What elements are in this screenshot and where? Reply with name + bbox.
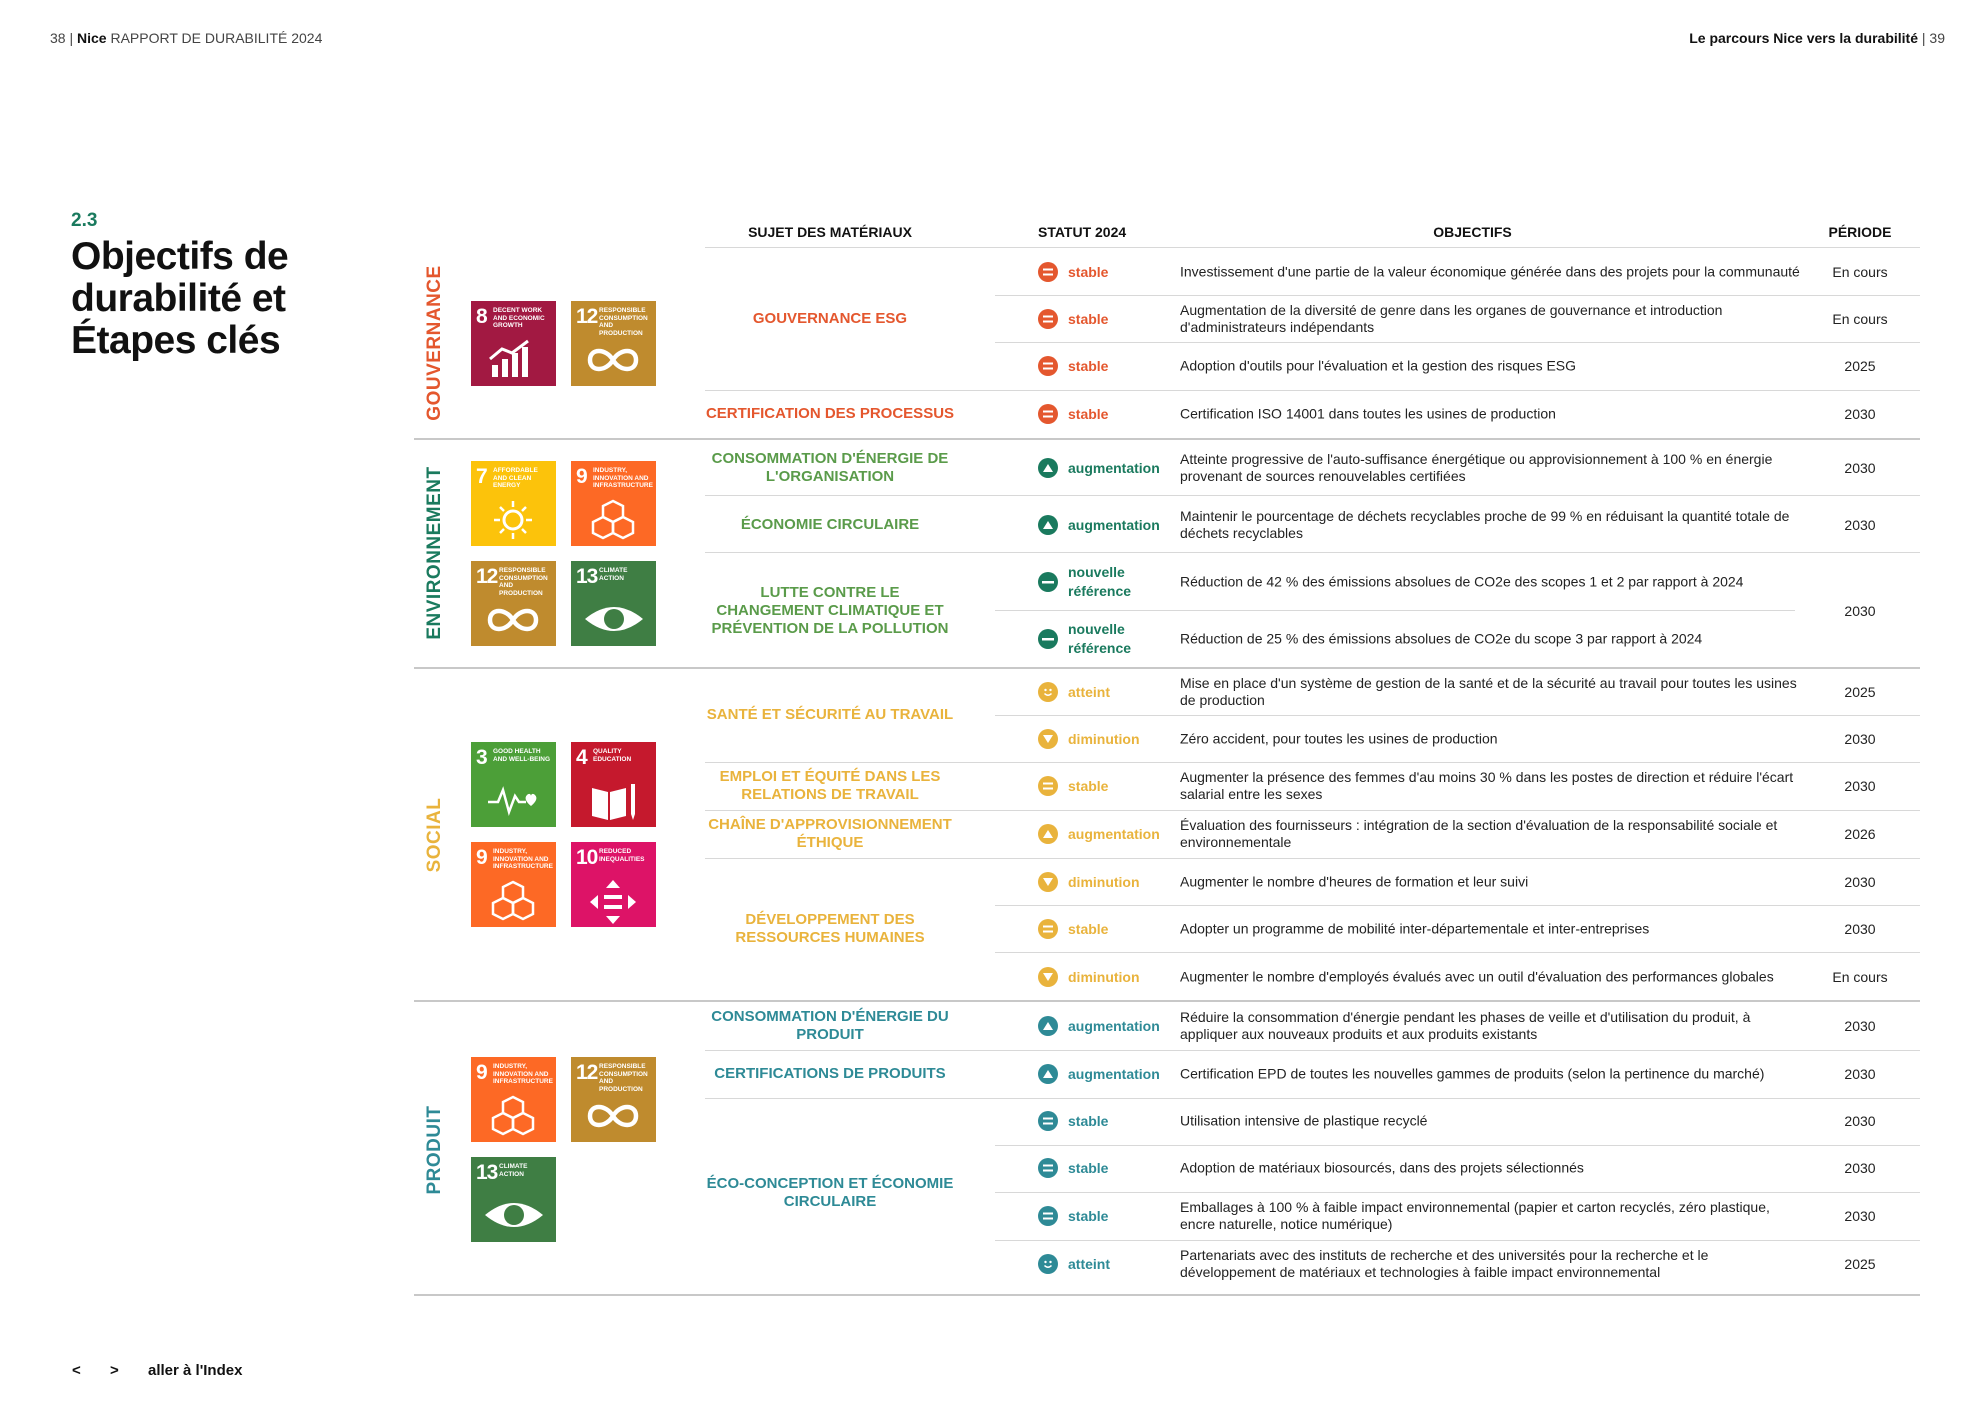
period-value: 2030 [1844,603,1876,619]
row-divider [995,610,1795,611]
minus-icon [1038,572,1058,592]
period-value: 2030 [1844,1066,1876,1082]
objective-text: Atteinte progressive de l'auto-suffisance énergétique ou approvisionnement à 100 % en énergie provenant de sources renouvelables certifiées [1180,451,1773,484]
period-value: 2030 [1844,406,1876,422]
sdg-title: RESPONSIBLE CONSUMPTION AND PRODUCTION [599,1063,648,1093]
sdg-10-tile [571,842,656,927]
period-value: 2030 [1844,1208,1876,1224]
triangle-down-icon [1038,729,1058,749]
objective-text: Maintenir le pourcentage de déchets recyclables proche de 99 % en réduisant la quantité totale de déchets recyclables [1180,508,1790,541]
sdg-12-tile [471,561,556,646]
period-value: 2030 [1844,778,1876,794]
status-indicator [1038,356,1108,376]
status-indicator [1038,824,1160,844]
objective-text: Utilisation intensive de plastique recyclé [1180,1112,1428,1129]
status-label: stable [1068,1207,1109,1224]
sdg-title: AFFORDABLE AND CLEAN ENERGY [493,467,538,489]
sdg-number: 10 [576,846,598,869]
page-number-right: 39 [1929,30,1945,46]
sdg-4-tile [571,742,656,827]
sdg-title: GOOD HEALTH AND WELL-BEING [493,748,551,763]
subject-ethical-supply-chain: CHAÎNE D'APPROVISIONNEMENT ÉTHIQUE [708,816,952,851]
sdg-number: 4 [576,746,587,769]
row-divider [705,1098,1920,1099]
minus-icon [1038,629,1058,649]
triangle-down-icon [1038,967,1058,987]
equal-icon [1038,404,1058,424]
status-label: diminution [1068,873,1140,890]
status-label: augmentation [1068,459,1160,476]
equal-icon [1038,776,1058,796]
equal-icon [1038,919,1058,939]
status-indicator [1038,262,1108,282]
sdg-number: 3 [476,746,487,769]
status-label: augmentation [1068,825,1160,842]
subject-climate-change: LUTTE CONTRE LE CHANGEMENT CLIMATIQUE ET PRÉVENTION DE LA POLLUTION [711,584,949,637]
status-label: stable [1068,920,1109,937]
row-divider [995,342,1920,343]
objective-text: Partenariats avec des instituts de recherche et des universités pour la recherche et le développement de matériaux et technologies à faible impact environnemental [1180,1247,1709,1280]
status-indicator [1038,309,1108,329]
subject-employment-equity: EMPLOI ET ÉQUITÉ DANS LES RELATIONS DE TRAVAIL [719,768,941,803]
sdg-12-tile [571,301,656,386]
row-divider [705,858,1920,859]
status-indicator [1038,1254,1110,1274]
sdg-number: 12 [476,565,498,588]
sdg-number: 13 [476,1161,498,1184]
row-divider [995,952,1920,953]
subject-product-energy: CONSOMMATION D'ÉNERGIE DU PRODUIT [711,1008,949,1043]
status-label: stable [1068,357,1109,374]
status-label: augmentation [1068,1017,1160,1034]
cubes-icon [488,880,538,924]
objective-text: Adopter un programme de mobilité inter-départementale et inter-entreprises [1180,920,1650,937]
sdg-number: 9 [476,1061,487,1084]
status-indicator [1038,458,1160,478]
status-indicator [1038,1111,1108,1131]
equal-icon [1038,1206,1058,1226]
objective-text: Augmenter le nombre d'heures de formation et leur suivi [1180,873,1529,890]
section-title: Objectifs de durabilité et Étapes clés [71,235,289,362]
sdg-number: 12 [576,305,598,328]
sdg-12-tile [571,1057,656,1142]
header-status: STATUT 2024 [1038,224,1127,240]
equal-icon [1038,356,1058,376]
status-label: atteint [1068,1255,1110,1272]
period-value: 2030 [1844,1160,1876,1176]
period-value: 2026 [1844,826,1876,842]
status-indicator [1038,1206,1108,1226]
status-label: stable [1068,310,1109,327]
status-indicator [1038,1016,1160,1036]
subject-org-energy: CONSOMMATION D'ÉNERGIE DE L'ORGANISATION [711,450,949,485]
header-divider [705,247,1920,248]
sdg-9-tile [471,1057,556,1142]
row-divider [995,295,1920,296]
row-divider [705,762,1920,763]
status-indicator [1038,776,1108,796]
objective-text: Mise en place d'un système de gestion de la santé et de la sécurité au travail pour toutes les usines de production [1180,675,1797,708]
sdg-title: REDUCED INEQUALITIES [599,848,645,863]
sdg-title: RESPONSIBLE CONSUMPTION AND PRODUCTION [499,567,548,597]
sdg-number: 12 [576,1061,598,1084]
objective-text: Augmenter le nombre d'employés évalués avec un outil d'évaluation des performances globales [1180,968,1774,985]
next-page-button[interactable]: > [110,1362,119,1379]
status-indicator [1038,515,1160,535]
objective-text: Adoption de matériaux biosourcés, dans des projets sélectionnés [1180,1159,1584,1176]
status-label: augmentation [1068,1065,1160,1082]
period-value: 2030 [1844,1113,1876,1129]
period-value: 2030 [1844,921,1876,937]
smiley-icon [1038,682,1058,702]
objective-text: Certification ISO 14001 dans toutes les usines de production [1180,405,1556,422]
eye-globe-icon [483,1197,545,1233]
triangle-down-icon [1038,872,1058,892]
period-value: 2025 [1844,684,1876,700]
row-divider [705,1050,1920,1051]
sdg-number: 8 [476,305,487,328]
prev-page-button[interactable]: < [72,1362,81,1379]
category-divider [414,1000,1920,1002]
sdg-7-tile [471,461,556,546]
objective-text: Évaluation des fournisseurs : intégration de la section d'évaluation de la responsabilité sociale et environnementale [1180,817,1778,850]
infinity-icon [586,343,640,377]
subject-health-safety: SANTÉ ET SÉCURITÉ AU TRAVAIL [706,706,954,723]
sdg-13-tile [471,1157,556,1242]
status-indicator [1038,729,1140,749]
sdg-title: INDUSTRY, INNOVATION AND INFRASTRUCTURE [593,467,653,489]
triangle-up-icon [1038,515,1058,535]
status-indicator [1038,682,1110,702]
row-divider [995,715,1920,716]
equal-icon [1038,1111,1058,1131]
sdg-title: RESPONSIBLE CONSUMPTION AND PRODUCTION [599,307,648,337]
report-title: RAPPORT DE DURABILITÉ 2024 [110,30,323,46]
period-value: En cours [1832,311,1888,327]
subject-hr-development: DÉVELOPPEMENT DES RESSOURCES HUMAINES [735,911,925,946]
sdg-number: 13 [576,565,598,588]
category-product: PRODUIT [424,1105,445,1195]
sdg-number: 9 [576,465,587,488]
sun-power-icon [488,499,538,541]
period-value: 2030 [1844,731,1876,747]
category-divider [414,667,1920,669]
equality-arrows-icon [588,880,638,924]
status-label: diminution [1068,968,1140,985]
row-divider [705,390,1920,391]
row-divider [995,1145,1920,1146]
status-label: stable [1068,263,1109,280]
equal-icon [1038,1158,1058,1178]
sdg-title: INDUSTRY, INNOVATION AND INFRASTRUCTURE [493,1063,553,1085]
row-divider [995,905,1920,906]
row-divider [705,495,1920,496]
objective-text: Zéro accident, pour toutes les usines de production [1180,730,1498,747]
sdg-3-tile [471,742,556,827]
status-indicator [1038,1064,1160,1084]
cubes-icon [488,1095,538,1139]
header-subject: SUJET DES MATÉRIAUX [748,224,912,240]
sdg-title: INDUSTRY, INNOVATION AND INFRASTRUCTURE [493,848,553,870]
book-pencil-icon [588,780,638,822]
sdg-title: CLIMATE ACTION [599,567,628,582]
status-label: diminution [1068,730,1140,747]
cubes-icon [588,499,638,543]
objective-text: Augmenter la présence des femmes d'au moins 30 % dans les postes de direction et réduire l'écart salarial entre les sexes [1180,769,1794,802]
category-social: SOCIAL [424,797,445,873]
heartbeat-icon [486,782,540,818]
subject-esg-governance: GOUVERNANCE ESG [752,310,908,327]
section-number: 2.3 [71,210,98,231]
triangle-up-icon [1038,1016,1058,1036]
status-indicator [1038,1158,1108,1178]
objective-text: Réduction de 42 % des émissions absolues de CO2e des scopes 1 et 2 par rapport à 2024 [1180,573,1744,590]
period-value: 2030 [1844,874,1876,890]
period-value: En cours [1832,264,1888,280]
equal-icon [1038,309,1058,329]
status-indicator [1038,404,1108,424]
row-divider [705,552,1920,553]
triangle-up-icon [1038,824,1058,844]
category-governance: GOUVERNANCE [424,265,445,421]
status-label: nouvelle référence [1068,621,1132,656]
subject-circular-economy: ÉCONOMIE CIRCULAIRE [740,516,920,533]
triangle-up-icon [1038,458,1058,478]
category-environment: ENVIRONNEMENT [424,466,445,640]
category-divider [414,438,1920,440]
eye-globe-icon [583,601,645,637]
sdg-9-tile [571,461,656,546]
objective-text: Certification EPD de toutes les nouvelles gammes de produits (selon la pertinence du marché) [1180,1065,1765,1082]
objective-text: Réduction de 25 % des émissions absolues de CO2e du scope 3 par rapport à 2024 [1180,630,1703,647]
objective-text: Augmentation de la diversité de genre dans les organes de gouvernance et introduction d'administrateurs indépendants [1180,302,1723,335]
status-label: nouvelle référence [1068,564,1132,599]
infinity-icon [486,603,540,637]
go-to-index-link[interactable]: aller à l'Index [148,1362,243,1379]
page-number-left: 38 [50,30,66,46]
status-indicator [1038,967,1140,987]
table-bottom-line [414,1294,1920,1296]
period-value: 2025 [1844,1256,1876,1272]
sdg-8-tile [471,301,556,386]
period-value: 2030 [1844,1018,1876,1034]
sdg-title: DECENT WORK AND ECONOMIC GROWTH [493,307,545,329]
header-period: PÉRIODE [1828,224,1892,240]
row-divider [995,1240,1920,1241]
status-label: stable [1068,1159,1109,1176]
subject-product-certifications: CERTIFICATIONS DE PRODUITS [714,1065,946,1082]
sdg-9-tile [471,842,556,927]
status-label: stable [1068,405,1109,422]
triangle-up-icon [1038,1064,1058,1084]
objective-text: Adoption d'outils pour l'évaluation et la gestion des risques ESG [1180,357,1577,374]
period-value: En cours [1832,969,1888,985]
sdg-number: 9 [476,846,487,869]
objective-text: Emballages à 100 % à faible impact environnemental (papier et carton recyclés, zéro plastique, encre naturelle, notice numérique) [1180,1199,1770,1232]
row-divider [995,1192,1920,1193]
infinity-icon [586,1099,640,1133]
brand-name: Nice [77,30,107,46]
status-label: atteint [1068,683,1110,700]
status-indicator [1038,620,1148,658]
page-header-right: Le parcours Nice vers la durabilité | 39 [1689,30,1945,46]
subject-process-certification: CERTIFICATION DES PROCESSUS [705,405,955,422]
equal-icon [1038,262,1058,282]
page-header-left: 38 | Nice RAPPORT DE DURABILITÉ 2024 [50,30,323,46]
status-label: stable [1068,777,1109,794]
status-label: stable [1068,1112,1109,1129]
growth-chart-icon [488,339,538,379]
status-label: augmentation [1068,516,1160,533]
chapter-title: Le parcours Nice vers la durabilité [1689,30,1918,46]
header-objectives: OBJECTIFS [1433,224,1512,240]
period-value: 2025 [1844,358,1876,374]
sdg-title: CLIMATE ACTION [499,1163,528,1178]
smiley-icon [1038,1254,1058,1274]
status-indicator [1038,872,1140,892]
objective-text: Réduire la consommation d'énergie pendant les phases de veille et d'utilisation du produit, à appliquer aux nouveaux produits et aux produits existants [1180,1009,1751,1042]
subject-eco-design: ÉCO-CONCEPTION ET ÉCONOMIE CIRCULAIRE [706,1175,954,1210]
status-indicator [1038,919,1108,939]
sdg-title: QUALITY EDUCATION [593,748,632,763]
sdg-13-tile [571,561,656,646]
status-indicator [1038,563,1148,601]
period-value: 2030 [1844,517,1876,533]
sdg-number: 7 [476,465,487,488]
period-value: 2030 [1844,460,1876,476]
objective-text: Investissement d'une partie de la valeur économique générée dans des projets pour la communauté [1180,263,1800,280]
row-divider [705,810,1920,811]
